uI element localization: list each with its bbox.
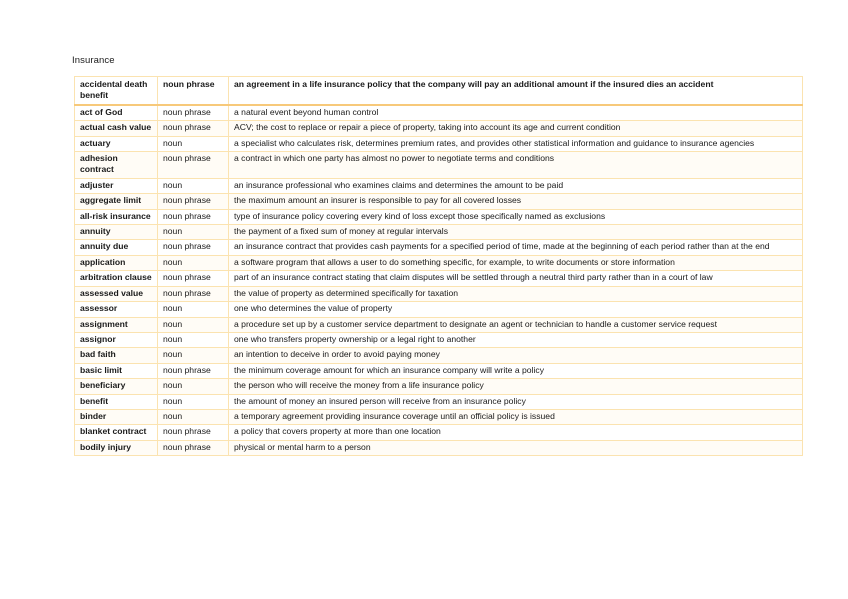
part-of-speech: noun phrase — [158, 425, 229, 440]
glossary-table — [74, 76, 803, 456]
definition: a contract in which one party has almost no power to negotiate terms and conditions — [229, 152, 803, 179]
definition: an insurance contract that provides cash payments for a specified period of time, made at the beginning of each period rather than at the end — [229, 240, 803, 255]
glossary-row — [75, 194, 803, 209]
glossary-term: assessed value — [75, 286, 158, 301]
glossary-row — [75, 77, 803, 105]
glossary-term: benefit — [75, 394, 158, 409]
part-of-speech: noun phrase — [158, 77, 229, 105]
definition: the amount of money an insured person will receive from an insurance policy — [229, 394, 803, 409]
glossary-row — [75, 178, 803, 193]
glossary-row — [75, 425, 803, 440]
glossary-term: annuity due — [75, 240, 158, 255]
glossary-row — [75, 286, 803, 301]
definition: a natural event beyond human control — [229, 105, 803, 121]
definition: a procedure set up by a customer service department to designate an agent or technician to handle a customer service request — [229, 317, 803, 332]
glossary-row — [75, 348, 803, 363]
definition: ACV; the cost to replace or repair a piece of property, taking into account its age and current condition — [229, 121, 803, 136]
glossary-term: arbitration clause — [75, 271, 158, 286]
glossary-term: act of God — [75, 105, 158, 121]
definition: a specialist who calculates risk, determines premium rates, and provides other statistical information and guidance to insurance agencies — [229, 136, 803, 151]
glossary-term: adjuster — [75, 178, 158, 193]
definition: the payment of a fixed sum of money at regular intervals — [229, 225, 803, 240]
glossary-term: accidental death benefit — [75, 77, 158, 105]
part-of-speech: noun phrase — [158, 240, 229, 255]
part-of-speech: noun — [158, 348, 229, 363]
glossary-row — [75, 332, 803, 347]
glossary-row — [75, 105, 803, 121]
definition: a temporary agreement providing insurance coverage until an official policy is issued — [229, 409, 803, 424]
part-of-speech: noun — [158, 409, 229, 424]
glossary-term: all-risk insurance — [75, 209, 158, 224]
glossary-row — [75, 379, 803, 394]
glossary-term: assessor — [75, 302, 158, 317]
definition: part of an insurance contract stating that claim disputes will be settled through a neutral third party rather than in a court of law — [229, 271, 803, 286]
part-of-speech: noun — [158, 255, 229, 270]
definition: physical or mental harm to a person — [229, 440, 803, 455]
part-of-speech: noun phrase — [158, 105, 229, 121]
glossary-term: assignor — [75, 332, 158, 347]
glossary-row — [75, 152, 803, 179]
part-of-speech: noun phrase — [158, 194, 229, 209]
glossary-term: blanket contract — [75, 425, 158, 440]
glossary-row — [75, 440, 803, 455]
glossary-row — [75, 302, 803, 317]
part-of-speech: noun phrase — [158, 286, 229, 301]
glossary-term: application — [75, 255, 158, 270]
glossary-term: annuity — [75, 225, 158, 240]
glossary-body — [75, 77, 803, 456]
glossary-row — [75, 271, 803, 286]
glossary-row — [75, 209, 803, 224]
glossary-row — [75, 394, 803, 409]
part-of-speech: noun phrase — [158, 121, 229, 136]
glossary-term: actual cash value — [75, 121, 158, 136]
definition: type of insurance policy covering every kind of loss except those specifically named as exclusions — [229, 209, 803, 224]
definition: the maximum amount an insurer is responsible to pay for all covered losses — [229, 194, 803, 209]
part-of-speech: noun — [158, 317, 229, 332]
part-of-speech: noun — [158, 178, 229, 193]
part-of-speech: noun — [158, 332, 229, 347]
definition: a software program that allows a user to do something specific, for example, to write documents or store information — [229, 255, 803, 270]
definition: the minimum coverage amount for which an insurance company will write a policy — [229, 363, 803, 378]
definition: one who transfers property ownership or a legal right to another — [229, 332, 803, 347]
glossary-term: aggregate limit — [75, 194, 158, 209]
part-of-speech: noun phrase — [158, 440, 229, 455]
definition: the value of property as determined specifically for taxation — [229, 286, 803, 301]
glossary-row — [75, 121, 803, 136]
part-of-speech: noun phrase — [158, 209, 229, 224]
part-of-speech: noun phrase — [158, 271, 229, 286]
glossary-row — [75, 136, 803, 151]
definition: an agreement in a life insurance policy that the company will pay an additional amount if the insured dies an accident — [229, 77, 803, 105]
glossary-term: basic limit — [75, 363, 158, 378]
part-of-speech: noun — [158, 379, 229, 394]
glossary-row — [75, 225, 803, 240]
part-of-speech: noun — [158, 136, 229, 151]
glossary-term: adhesion contract — [75, 152, 158, 179]
glossary-term: binder — [75, 409, 158, 424]
definition: an insurance professional who examines claims and determines the amount to be paid — [229, 178, 803, 193]
glossary-row — [75, 363, 803, 378]
part-of-speech: noun — [158, 302, 229, 317]
part-of-speech: noun — [158, 225, 229, 240]
glossary-term: assignment — [75, 317, 158, 332]
glossary-term: actuary — [75, 136, 158, 151]
glossary-row — [75, 255, 803, 270]
glossary-term: beneficiary — [75, 379, 158, 394]
part-of-speech: noun — [158, 394, 229, 409]
glossary-term: bad faith — [75, 348, 158, 363]
page-title: Insurance — [72, 55, 115, 66]
glossary-term: bodily injury — [75, 440, 158, 455]
part-of-speech: noun phrase — [158, 152, 229, 179]
glossary-row — [75, 409, 803, 424]
glossary-row — [75, 240, 803, 255]
definition: one who determines the value of property — [229, 302, 803, 317]
definition: an intention to deceive in order to avoid paying money — [229, 348, 803, 363]
part-of-speech: noun phrase — [158, 363, 229, 378]
glossary-row — [75, 317, 803, 332]
definition: a policy that covers property at more than one location — [229, 425, 803, 440]
definition: the person who will receive the money from a life insurance policy — [229, 379, 803, 394]
